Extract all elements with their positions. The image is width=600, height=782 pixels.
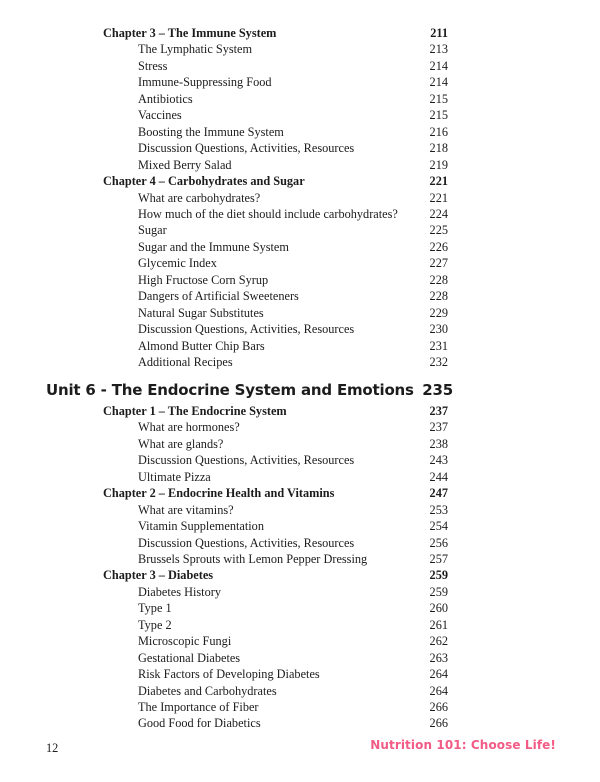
toc-page-number: 211 — [430, 26, 448, 40]
toc-title: Chapter 4 – Carbohydrates and Sugar — [103, 174, 305, 189]
toc-title: Chapter 2 – Endocrine Health and Vitamins — [103, 486, 335, 501]
toc-title: Ultimate Pizza — [138, 469, 211, 484]
toc-title: Microscopic Fungi — [138, 634, 232, 649]
toc-page-number: 259 — [429, 568, 448, 583]
toc-title: Natural Sugar Substitutes — [138, 305, 264, 320]
toc-page-number: 244 — [429, 469, 448, 484]
toc-title: What are carbohydrates? — [138, 190, 261, 205]
toc-page-number: 261 — [429, 617, 448, 632]
toc-title: Unit 6 - The Endocrine System and Emotions — [46, 381, 414, 400]
toc-page-number: 253 — [429, 502, 448, 517]
toc-title: Mixed Berry Salad — [138, 157, 232, 172]
toc-page-number: 231 — [429, 338, 448, 353]
toc-page-number: 254 — [429, 519, 448, 534]
toc-title: Sugar — [138, 223, 167, 238]
toc-title: Diabetes and Carbohydrates — [138, 683, 277, 698]
toc-page-number: 257 — [429, 551, 448, 566]
toc-title: Diabetes History — [138, 584, 221, 599]
toc-title: Chapter 3 – Diabetes — [103, 568, 214, 583]
toc-page-number: 266 — [429, 700, 448, 714]
toc-title: Sugar and the Immune System — [138, 239, 289, 254]
toc-title: Gestational Diabetes — [138, 650, 241, 665]
toc-title: Discussion Questions, Activities, Resources — [138, 141, 355, 156]
toc-title: What are vitamins? — [138, 502, 234, 517]
toc-page-number: 226 — [429, 239, 448, 254]
toc-page-number: 259 — [429, 584, 448, 599]
toc-page-number: 232 — [429, 355, 448, 369]
toc-page-number: 237 — [429, 403, 448, 418]
toc-page-number: 247 — [429, 486, 448, 501]
toc-page-number: 228 — [429, 272, 448, 287]
toc-page-number: 235 — [422, 381, 453, 400]
toc-title: Risk Factors of Developing Diabetes — [138, 667, 320, 682]
toc-title: High Fructose Corn Syrup — [138, 272, 269, 287]
toc-page-number: 266 — [429, 716, 448, 731]
toc-title: Boosting the Immune System — [138, 124, 284, 139]
toc-title: Almond Butter Chip Bars — [138, 338, 265, 353]
toc-title: Antibiotics — [138, 91, 193, 106]
toc-page-number: 228 — [429, 289, 448, 304]
toc-title: Glycemic Index — [138, 256, 217, 271]
toc-title: Discussion Questions, Activities, Resources — [138, 453, 355, 468]
toc-page-number: 238 — [429, 436, 448, 451]
toc-title: Brussels Sprouts with Lemon Pepper Dressing — [138, 551, 368, 566]
toc-title: The Importance of Fiber — [138, 700, 259, 714]
toc-page-number: 215 — [429, 91, 448, 106]
toc-page-number: 214 — [429, 58, 448, 73]
toc-page-number: 243 — [429, 453, 448, 468]
toc-page-number: 230 — [429, 322, 448, 337]
toc-title: Vaccines — [138, 108, 182, 123]
toc-title: Chapter 3 – The Immune System — [103, 26, 277, 40]
toc-title: Discussion Questions, Activities, Resources — [138, 535, 355, 550]
toc-title: How much of the diet should include carbohydrates? — [138, 206, 398, 221]
page-number: 12 — [46, 741, 59, 755]
toc-page-number: 215 — [429, 108, 448, 123]
toc-page-number: 264 — [429, 683, 448, 698]
toc-title: Vitamin Supplementation — [138, 519, 264, 534]
toc-title: Type 2 — [138, 617, 172, 632]
toc-page-number: 264 — [429, 667, 448, 682]
toc-page-number: 221 — [429, 174, 448, 189]
toc-title: Good Food for Diabetics — [138, 716, 261, 731]
toc-page-number: 213 — [429, 42, 448, 57]
toc-page-number: 214 — [429, 75, 448, 90]
toc-page-number: 225 — [429, 223, 448, 238]
toc-title: Chapter 1 – The Endocrine System — [103, 403, 287, 418]
toc-title: Additional Recipes — [138, 355, 233, 369]
toc-page-number: 256 — [429, 535, 448, 550]
toc-title: The Lymphatic System — [138, 42, 253, 57]
toc-page-number: 219 — [429, 157, 448, 172]
toc-title: What are hormones? — [138, 420, 240, 435]
toc-title: Stress — [138, 58, 168, 73]
toc-title: Type 1 — [138, 601, 172, 616]
toc-page-number: 260 — [429, 601, 448, 616]
book-title: Nutrition 101: Choose Life! — [370, 738, 556, 752]
toc-title: Dangers of Artificial Sweeteners — [138, 289, 299, 304]
toc-page-number: 262 — [429, 634, 448, 649]
toc-title: Immune-Suppressing Food — [138, 75, 272, 90]
toc-page-number: 229 — [429, 305, 448, 320]
toc-page-number: 221 — [429, 190, 448, 205]
toc-page-number: 263 — [429, 650, 448, 665]
toc-page-number: 237 — [429, 420, 448, 435]
toc-page-number: 216 — [429, 124, 448, 139]
toc-title: Discussion Questions, Activities, Resources — [138, 322, 355, 337]
toc-page-number: 224 — [429, 206, 448, 221]
toc-title: What are glands? — [138, 436, 224, 451]
toc-page-number: 218 — [429, 141, 448, 156]
toc-page-number: 227 — [429, 256, 448, 271]
